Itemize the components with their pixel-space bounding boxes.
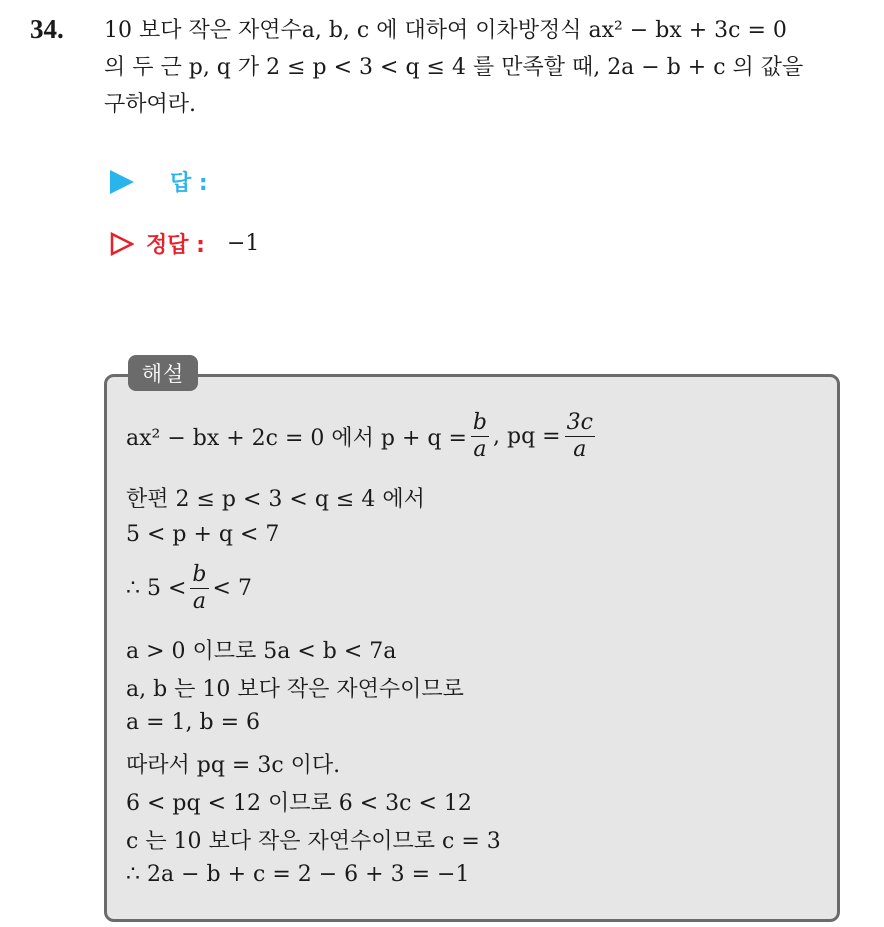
question-text bbox=[104, 12, 864, 123]
fraction-denominator: a bbox=[192, 589, 207, 614]
question-line-1: 10 보다 작은 자연수a, b, c 에 대하여 이차방정식 ax² − bx + 3c = 0 bbox=[104, 18, 787, 43]
fraction-numerator: b bbox=[192, 562, 207, 587]
answer-label: 답 : bbox=[170, 171, 208, 196]
red-outline-play-arrow-icon bbox=[110, 232, 134, 256]
solution-line-1-mid: , pq = bbox=[493, 424, 561, 449]
fraction-numerator: b bbox=[472, 410, 488, 435]
solution-tab: 해설 bbox=[128, 355, 198, 391]
fraction-3c-over-a bbox=[565, 410, 595, 463]
fraction-b-over-a bbox=[471, 410, 489, 463]
solution-line-11: ∴ 2a − b + c = 2 − 6 + 3 = −1 bbox=[126, 862, 470, 887]
fraction-denominator: a bbox=[473, 437, 487, 462]
solution-line-10: c 는 10 보다 작은 자연수이므로 c = 3 bbox=[126, 829, 501, 854]
solution-line-9: 6 < pq < 12 이므로 6 < 3c < 12 bbox=[126, 791, 472, 816]
fraction-denominator: a bbox=[573, 437, 587, 462]
solution-line-1-prefix: ax² − bx + 2c = 0 에서 p + q = bbox=[126, 426, 467, 451]
question-line-2: 의 두 근 p, q 가 2 ≤ p < 3 < q ≤ 4 를 만족할 때, 2a − b + c 의 값을 bbox=[104, 55, 804, 80]
solution-line-7: a = 1, b = 6 bbox=[126, 710, 261, 735]
solution-line-4-prefix: ∴ 5 < bbox=[126, 576, 187, 601]
solution-line-3: 5 < p + q < 7 bbox=[126, 522, 280, 547]
fraction-numerator: 3c bbox=[566, 410, 593, 435]
solution-line-8: 따라서 pq = 3c 이다. bbox=[126, 753, 341, 778]
correct-answer-label: 정답 : bbox=[146, 233, 205, 258]
answer-row bbox=[110, 166, 208, 197]
solution-line-6: a, b 는 10 보다 작은 자연수이므로 bbox=[126, 677, 464, 702]
solution-line-1 bbox=[126, 410, 599, 463]
solution-line-2: 한편 2 ≤ p < 3 < q ≤ 4 에서 bbox=[126, 487, 425, 512]
correct-answer-row bbox=[110, 228, 259, 259]
correct-answer-value: −1 bbox=[226, 231, 260, 256]
solution-line-4-suffix: < 7 bbox=[212, 576, 252, 601]
solution-line-5: a > 0 이므로 5a < b < 7a bbox=[126, 639, 397, 664]
solution-line-4 bbox=[126, 562, 252, 615]
question-number: 34. bbox=[30, 14, 64, 44]
blue-play-arrow-icon bbox=[110, 170, 134, 194]
fraction-b-over-a bbox=[190, 562, 208, 615]
question-line-3: 구하여라. bbox=[104, 92, 197, 117]
